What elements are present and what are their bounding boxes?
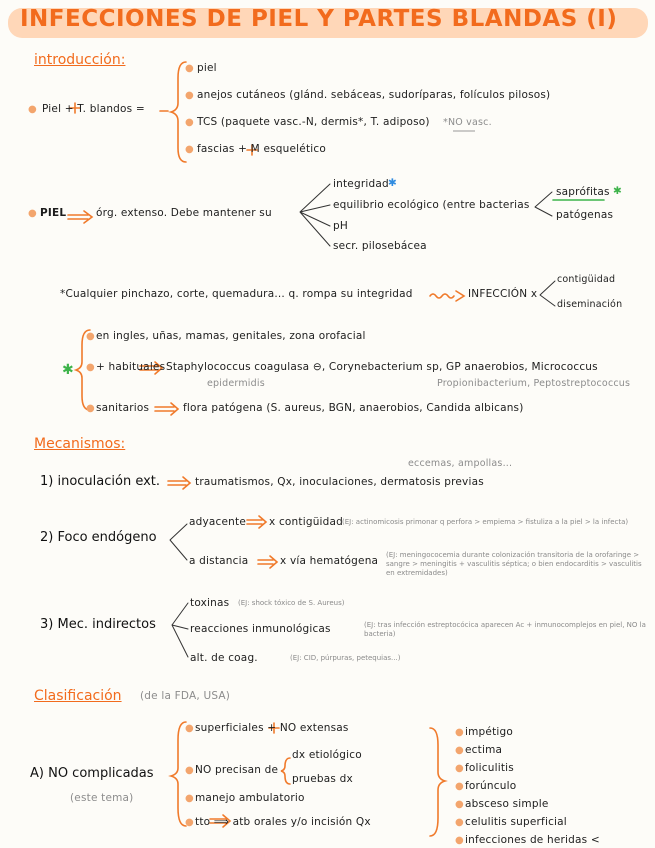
flora-item-sanitarios: sanitarios <box>96 402 150 414</box>
m1-label: 1) inoculación ext. <box>40 474 161 489</box>
bullet: ● <box>86 331 95 342</box>
bullet: ● <box>455 835 464 846</box>
precisan-dx-etiologico: dx etiológico <box>292 749 362 761</box>
route-diseminacion: diseminación <box>557 299 623 310</box>
bullet: ● <box>86 403 95 414</box>
m2-a-text: x contigüidad <box>269 516 344 528</box>
flora-item-localizacion: en ingles, uñas, mamas, genitales, zona orofacial <box>96 330 366 342</box>
bullet: ● <box>455 745 464 756</box>
m3-item-reacciones: reacciones inmunológicas <box>190 623 331 635</box>
type-impetigo: impétigo <box>465 726 513 738</box>
m3-note-toxinas: (EJ: shock tóxico de S. Aureus) <box>238 599 345 607</box>
m3-item-coag: alt. de coag. <box>190 652 258 664</box>
bullet: ● <box>185 117 194 128</box>
m2-label: 2) Foco endógeno <box>40 530 157 545</box>
precisan-pruebas-dx: pruebas dx <box>292 773 353 785</box>
bullet: ● <box>185 723 194 734</box>
m1-note: eccemas, ampollas... <box>408 458 513 469</box>
m2-a-note: (EJ: actinomicosis primonar q perfora > empiema > fistuliza a la piel > la infecta) <box>342 518 629 526</box>
m2-b-text: x vía hematógena <box>280 555 379 567</box>
injury-result: INFECCIÓN x <box>468 288 538 300</box>
class-a-note: (este tema) <box>70 792 134 804</box>
flora-epidermidis: epidermidis <box>207 378 265 389</box>
bullet: ● <box>86 362 95 373</box>
piel-item-secr: secr. pilosebácea <box>333 240 427 252</box>
m3-note-reacciones: (EJ: tras infección estreptocócica aparecen Ac + inmunocomplejos en piel, NO la bacteria) <box>364 621 646 638</box>
bullet: ● <box>185 765 194 776</box>
bullet: ● <box>185 144 194 155</box>
intro-subject: Piel + T. blandos = <box>42 103 145 115</box>
m2-b-note: (EJ: meningococemia durante colonización transitoria de la orofaringe > sangre > meningitis + vasculitis séptica; o bien endocarditis > vasculitis en extremidades) <box>386 551 642 577</box>
flora-habituales-list: Staphylococcus coagulasa ⊖, Corynebacterium sp, GP anaerobios, Micrococcus <box>166 361 598 373</box>
bacteria-patogenas: patógenas <box>556 209 614 221</box>
piel-item-integridad: integridad <box>333 178 389 190</box>
type-ectima: ectima <box>465 744 503 756</box>
flora-propioni: Propionibacterium, Peptostreptococcus <box>437 378 631 389</box>
asterisk-icon: ✱ <box>388 177 397 189</box>
piel-item-ph: pH <box>333 220 348 232</box>
page-title: INFECCIONES DE PIEL Y PARTES BLANDAS (I) <box>20 6 618 32</box>
class-a-label: A) NO complicadas <box>30 766 154 781</box>
m3-note-coag: (EJ: CID, púrpuras, petequias...) <box>290 654 401 662</box>
m2-b: a distancia <box>189 555 249 567</box>
type-celulitis: celulitis superficial <box>465 816 567 828</box>
m1-text: traumatismos, Qx, inoculaciones, dermatosis previas <box>195 476 484 488</box>
intro-heading: introducción: <box>34 52 126 68</box>
type-heridas: infecciones de heridas < <box>465 834 600 846</box>
bullet: ● <box>185 90 194 101</box>
criterion-superficiales: superficiales + NO extensas <box>195 722 349 734</box>
injury-text: *Cualquier pinchazo, corte, quemadura... q. rompa su integridad <box>60 288 413 300</box>
piel-item-equilibrio: equilibrio ecológico (entre bacterias <box>333 199 530 211</box>
bullet: ● <box>28 104 37 115</box>
bullet: ● <box>455 799 464 810</box>
m3-label: 3) Mec. indirectos <box>40 617 156 632</box>
intro-item-tcs: TCS (paquete vasc.-N, dermis*, T. adiposo) <box>197 116 430 128</box>
type-foliculitis: foliculitis <box>465 762 514 774</box>
bullet: ● <box>455 817 464 828</box>
bullet: ● <box>455 781 464 792</box>
flora-item-habituales: + habituales <box>96 361 166 373</box>
clasificacion-heading: Clasificación <box>34 688 122 704</box>
intro-item-fascias: fascias + M esquelético <box>197 143 326 155</box>
intro-tcs-note: *NO vasc. <box>443 117 492 128</box>
criterion-tto: tto ⟹ atb orales y/o incisión Qx <box>195 816 371 828</box>
m3-item-toxinas: toxinas <box>190 597 230 609</box>
bacteria-saprofitas: saprófitas <box>556 186 610 198</box>
type-foruncolo: forúnculo <box>465 780 517 792</box>
piel-desc: órg. extenso. Debe mantener su <box>96 207 272 219</box>
bullet: ● <box>455 727 464 738</box>
bullet: ● <box>28 208 37 219</box>
flora-sanitarios-list: flora patógena (S. aureus, BGN, anaerobios, Candida albicans) <box>183 402 524 414</box>
bullet: ● <box>185 63 194 74</box>
mecanismos-heading: Mecanismos: <box>34 436 126 452</box>
intro-item-anejos: anejos cutáneos (glánd. sebáceas, sudoríparas, folículos pilosos) <box>197 89 551 101</box>
asterisk-icon: ✱ <box>613 185 622 197</box>
route-contiguidad: contigüidad <box>557 274 616 285</box>
asterisk-icon: ✱ <box>62 362 74 378</box>
bullet: ● <box>185 817 194 828</box>
clasificacion-source: (de la FDA, USA) <box>140 690 231 702</box>
m2-a: adyacente <box>189 516 247 528</box>
bullet: ● <box>455 763 464 774</box>
bullet: ● <box>185 793 194 804</box>
type-absceso: absceso simple <box>465 798 549 810</box>
piel-label: PIEL <box>40 207 67 219</box>
criterion-no-precisan: NO precisan de <box>195 764 279 776</box>
criterion-manejo: manejo ambulatorio <box>195 792 305 804</box>
intro-item-piel: piel <box>197 62 217 74</box>
